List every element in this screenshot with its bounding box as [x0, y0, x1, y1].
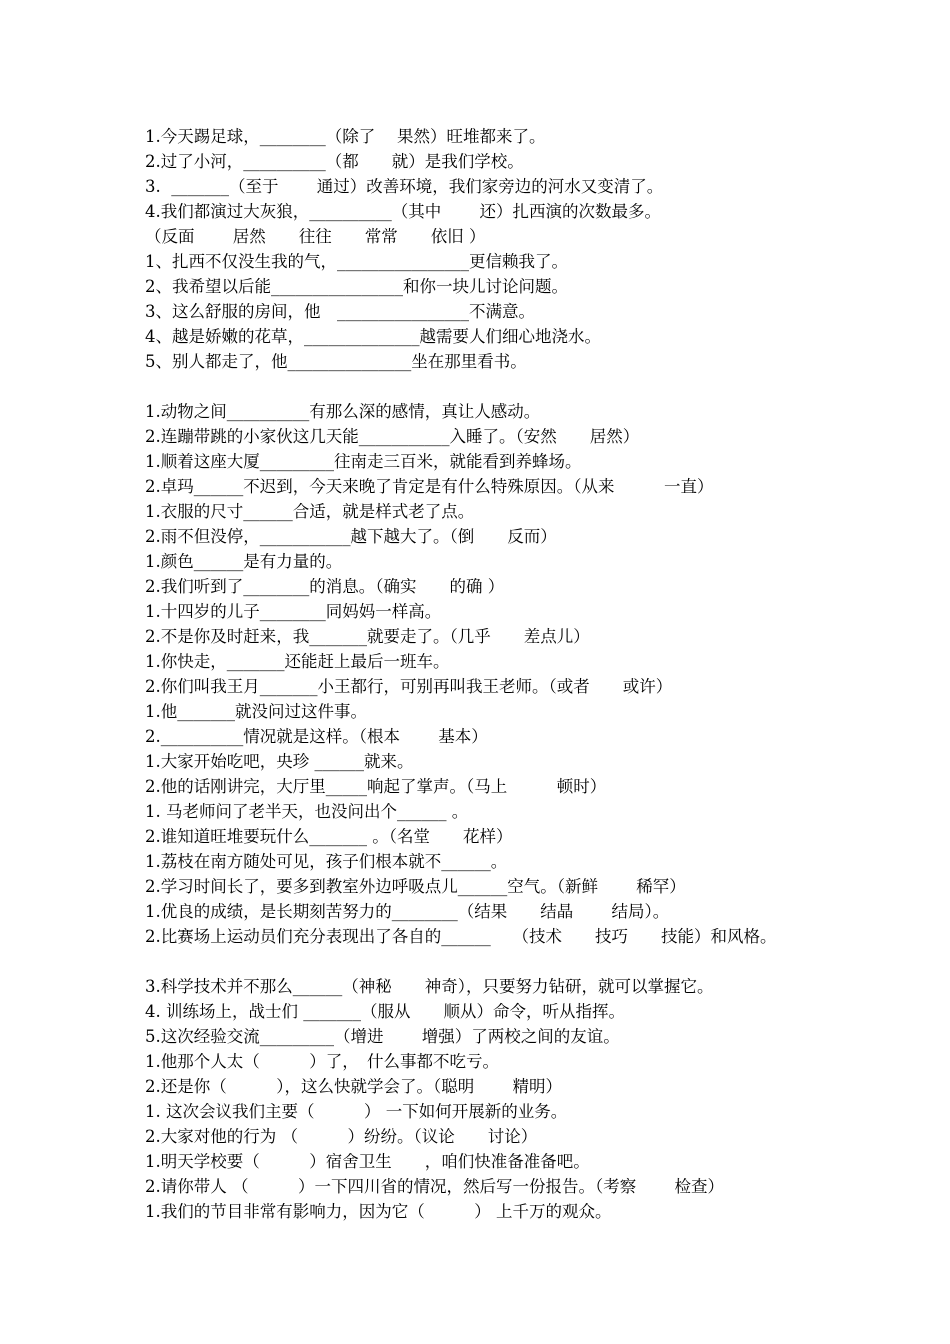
exercise-line: 1.他_______就没问过这件事。	[145, 702, 367, 721]
exercise-line: 4.我们都演过大灰狼，__________（其中 还）扎西演的次数最多。	[145, 202, 661, 221]
exercise-line: 4. 训练场上，战士们 _______（服从 顺从）命令，听从指挥。	[145, 1002, 625, 1021]
blank-line	[145, 374, 890, 399]
exercise-line: 1.大家开始吃吧，央珍 ______就来。	[145, 752, 414, 771]
exercise-line: 2.__________情况就是这样。（根本 基本）	[145, 727, 488, 746]
exercise-line: 1.优良的成绩，是长期刻苦努力的________（结果 结晶 结局）。	[145, 902, 670, 921]
exercise-line: 1.动物之间__________有那么深的感情，真让人感动。	[145, 402, 541, 421]
exercise-line: 2.学习时间长了，要多到教室外边呼吸点儿______空气。（新鲜 稀罕）	[145, 877, 686, 896]
exercise-line: 1.荔枝在南方随处可见，孩子们根本就不______。	[145, 852, 508, 871]
exercise-line: 2.请你带人 （ ）一下四川省的情况，然后写一份报告。（考察 检查）	[145, 1177, 724, 1196]
exercise-line: 2.连蹦带跳的小家伙这几天能___________入睡了。（安然 居然）	[145, 427, 640, 446]
exercise-line: 3. _______（至于 通过）改善环境，我们家旁边的河水又变清了。	[145, 177, 664, 196]
exercise-line: 2.我们听到了________的消息。（确实 的确 ）	[145, 577, 505, 596]
exercise-line: 2.过了小河，__________（都 就）是我们学校。	[145, 152, 524, 171]
exercise-line: 1.十四岁的儿子________同妈妈一样高。	[145, 602, 442, 621]
exercise-line: 2.雨不但没停，___________越下越大了。（倒 反而）	[145, 527, 557, 546]
exercise-line: 2.他的话刚讲完，大厅里_____响起了掌声。（马上 顿时）	[145, 777, 607, 796]
exercise-line: 1.明天学校要（ ）宿舍卫生 ，咱们快准备准备吧。	[145, 1152, 590, 1171]
exercise-line: 3、这么舒服的房间，他 ________________不满意。	[145, 302, 535, 321]
exercise-line: 2、我希望以后能________________和你一块儿讨论问题。	[145, 277, 568, 296]
exercise-line: 1.今天踢足球，________（除了 果然）旺堆都来了。	[145, 127, 546, 146]
exercise-line: 1.衣服的尺寸______合适，就是样式老了点。	[145, 502, 475, 521]
exercise-line: 1.顺着这座大厦_________往南走三百米，就能看到养蜂场。	[145, 452, 582, 471]
exercise-line: 1、扎西不仅没生我的气，________________更信赖我了。	[145, 252, 568, 271]
exercise-line: 1. 马老师问了老半天，也没问出个______ 。	[145, 802, 469, 821]
exercise-line: 1.颜色______是有力量的。	[145, 552, 343, 571]
word-options-line: （反面 居然 往往 常常 依旧 ）	[145, 227, 486, 246]
exercise-line: 2.比赛场上运动员们充分表现出了各自的______ （技术 技巧 技能）和风格。	[145, 927, 777, 946]
exercise-line: 2.你们叫我王月_______小王都行，可别再叫我王老师。（或者 或许）	[145, 677, 673, 696]
exercise-line: 1.你快走，_______还能赶上最后一班车。	[145, 652, 450, 671]
exercise-line: 1. 这次会议我们主要（ ） 一下如何开展新的业务。	[145, 1102, 568, 1121]
exercise-line: 5、别人都走了，他_______________坐在那里看书。	[145, 352, 527, 371]
exercise-line: 2.还是你（ ），这么快就学会了。（聪明 精明）	[145, 1077, 562, 1096]
exercise-line: 4、越是娇嫩的花草，______________越需要人们细心地浇水。	[145, 327, 601, 346]
exercise-line: 2.卓玛______不迟到，今天来晚了肯定是有什么特殊原因。（从来 一直）	[145, 477, 714, 496]
exercise-line: 3.科学技术并不那么______（神秘 神奇），只要努力钻研，就可以掌握它。	[145, 977, 714, 996]
exercise-line: 2.谁知道旺堆要玩什么_______ 。（名堂 花样）	[145, 827, 513, 846]
exercise-line: 1.我们的节目非常有影响力，因为它（ ） 上千万的观众。	[145, 1202, 612, 1221]
exercise-line: 1.他那个人太（ ）了， 什么事都不吃亏。	[145, 1052, 499, 1071]
exercise-line: 2.不是你及时赶来，我_______就要走了。（几乎 差点儿）	[145, 627, 590, 646]
exercise-line: 5.这次经验交流_________（增进 增强）了两校之间的友谊。	[145, 1027, 620, 1046]
exercise-line: 2.大家对他的行为 （ ）纷纷。（议论 讨论）	[145, 1127, 538, 1146]
